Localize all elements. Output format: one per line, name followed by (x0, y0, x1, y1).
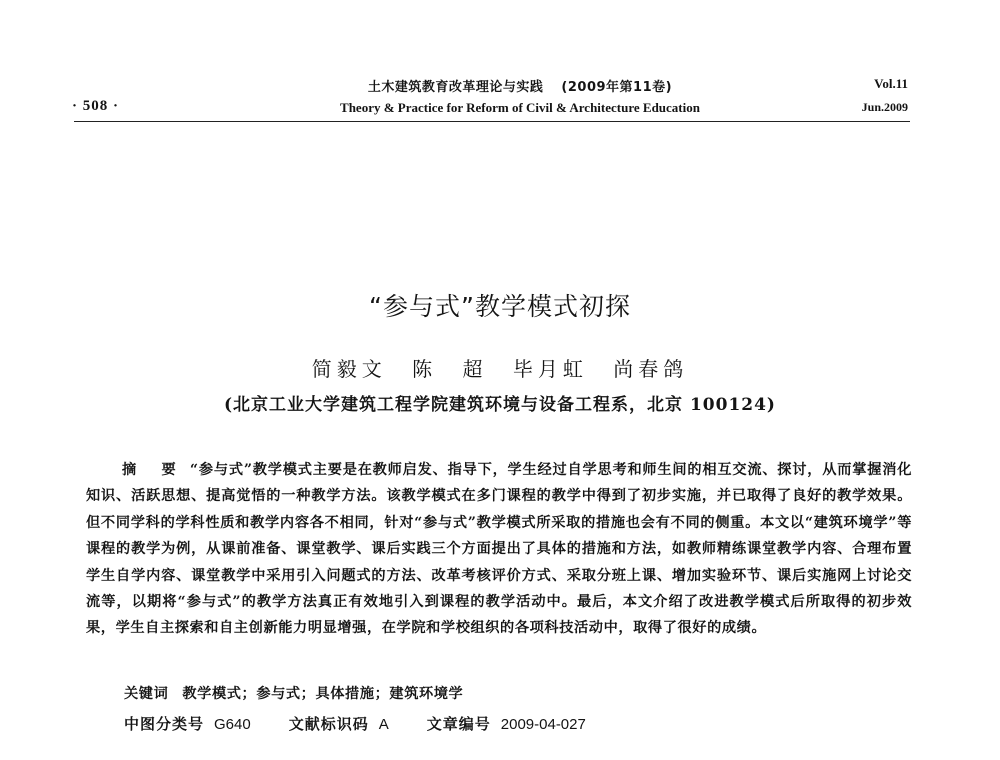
clc-label: 中图分类号 (124, 715, 205, 733)
header-divider (74, 121, 910, 122)
article-no-label: 文章编号 (426, 715, 491, 733)
journal-name-cn: 土木建筑教育改革理论与实践 (367, 80, 544, 95)
keywords (124, 683, 463, 703)
article-title: “参与式”教学模式初探 (369, 292, 631, 321)
page-number: · 508 · (72, 98, 120, 114)
keywords-label: 关键词 (124, 686, 169, 702)
journal-issue-cn: (2009年第11卷) (561, 80, 673, 95)
issue-date: Jun.2009 (861, 100, 908, 114)
clc-value: G640 (214, 716, 251, 733)
volume-label: Vol.11 (874, 76, 908, 91)
author-affiliation: (北京工业大学建筑工程学院建筑环境与设备工程系，北京 100124) (224, 395, 776, 415)
abstract (86, 457, 912, 642)
author-list: 简毅文 陈 超 毕月虹 尚春鸽 (311, 357, 689, 381)
journal-title-cn (0, 76, 1000, 95)
doc-code-label: 文献标识码 (288, 715, 369, 733)
article-metadata (124, 713, 624, 734)
abstract-text: “参与式”教学模式主要是在教师启发、指导下，学生经过自学思考和师生间的相互交流、探讨，从而掌握消化知识、活跃思想、提高觉悟的一种教学方法。该教学模式在多门课程的教学中得到了初步实施，并已取得了良好的教学效果。但不同学科的学科性质和教学内容各不相同，针对“参与式”教学模式所采取的措施也会有不同的侧重。本文以“建筑环境学”等课程的教学为例，从课前准备、课堂教学、课后实践三个方面提出了具体的措施和方法，如教师精练课堂教学内容、合理布置学生自学内容、课堂教学中采用引入问题式的方法、改革考核评价方式、采取分班上课、增加实验环节、课后实施网上讨论交流等，以期将“参与式”的教学方法真正有效地引入到课程的教学活动中。最后，本文介绍了改进教学模式后所取得的初步效果，学生自主探索和自主创新能力明显增强，在学院和学校组织的各项科技活动中，取得了很好的成绩。 (86, 462, 912, 637)
journal-title-en: Theory & Practice for Reform of Civil & Architecture Education (340, 100, 700, 115)
doc-code-value: A (378, 716, 389, 733)
abstract-label: 摘 要 (122, 462, 186, 478)
keywords-text: 教学模式；参与式；具体措施；建筑环境学 (182, 686, 464, 702)
article-no-value: 2009-04-027 (500, 716, 586, 733)
